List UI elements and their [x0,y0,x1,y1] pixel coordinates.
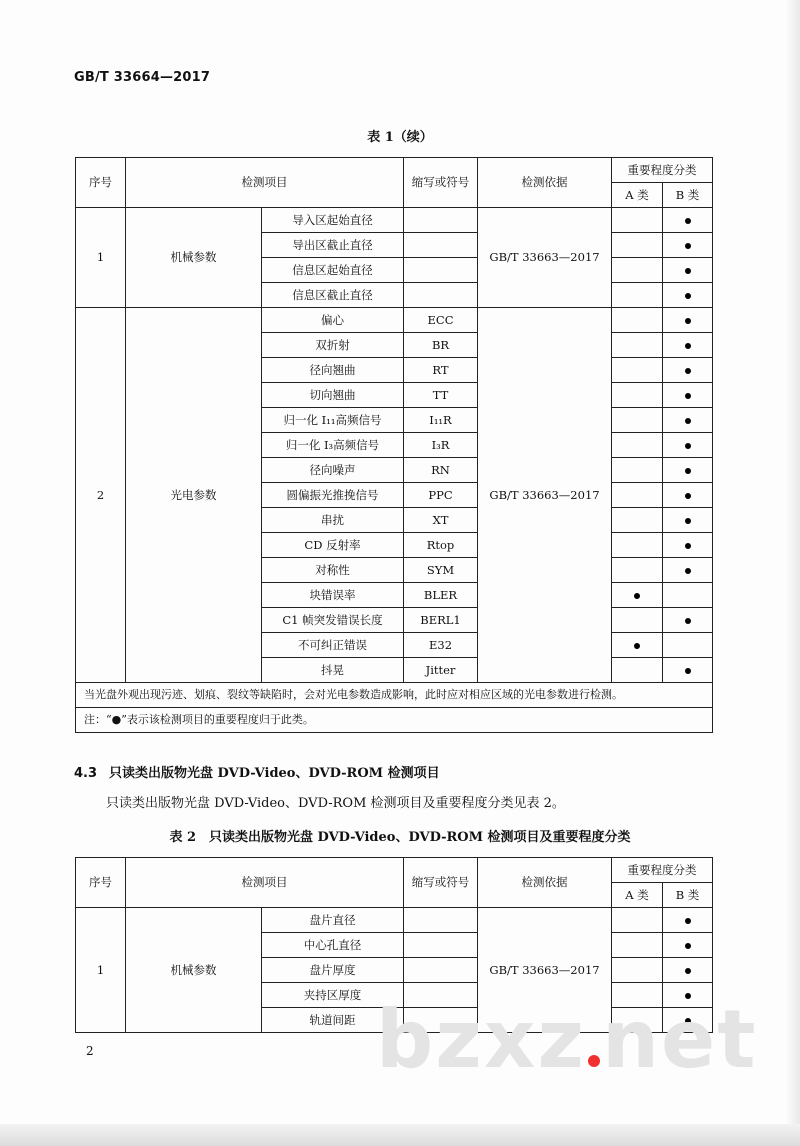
cell-seq: 1 [76,908,126,1033]
cell-item: 块错误率 [262,583,404,608]
bullet-dot-icon [685,218,691,224]
cell-item: 径向翘曲 [262,358,404,383]
bullet-dot-icon [685,493,691,499]
section-title: 只读类出版物光盘 DVD-Video、DVD-ROM 检测项目 [109,766,440,781]
cell-class-b [663,658,713,683]
cell-item: 盘片直径 [262,908,404,933]
cell-class-a [612,608,663,633]
cell-class-b [663,583,713,608]
cell-class-a [612,633,663,658]
bullet-dot-icon [685,393,691,399]
header-item: 检测项目 [126,158,404,208]
table1-footnote-defects: 当光盘外观出现污迹、划痕、裂纹等缺陷时，会对光电参数造成影响，此时应对相应区域的光电参数进行检测。 [76,683,713,708]
bullet-dot-icon [685,468,691,474]
cell-class-a [612,558,663,583]
cell-item: 对称性 [262,558,404,583]
cell-abbr: PPC [404,483,478,508]
cell-class-a [612,483,663,508]
cell-abbr [404,283,478,308]
cell-item: 不可纠正错误 [262,633,404,658]
cell-abbr: ECC [404,308,478,333]
bullet-dot-icon [685,343,691,349]
bullet-dot-icon [685,443,691,449]
bullet-dot-icon [685,293,691,299]
cell-class-b [663,508,713,533]
cell-item: 径向噪声 [262,458,404,483]
cell-class-a [612,958,663,983]
cell-abbr: E32 [404,633,478,658]
cell-class-b [663,433,713,458]
cell-item: 中心孔直径 [262,933,404,958]
bullet-dot-icon [634,593,640,599]
header-basis: 检测依据 [478,158,612,208]
bullet-dot-icon [685,618,691,624]
cell-abbr [404,958,478,983]
bullet-dot-icon [685,668,691,674]
cell-item: CD 反射率 [262,533,404,558]
bullet-dot-icon [685,568,691,574]
cell-class-b [663,333,713,358]
bullet-dot-icon [685,418,691,424]
table2-caption: 表 2 只读类出版物光盘 DVD-Video、DVD-ROM 检测项目及重要程度分类 [169,830,631,845]
cell-abbr [404,208,478,233]
cell-class-b [663,383,713,408]
watermark-dot [588,1055,600,1067]
cell-class-b [663,533,713,558]
cell-category: 机械参数 [126,208,262,308]
cell-class-b [663,558,713,583]
cell-class-a [612,308,663,333]
cell-abbr: RN [404,458,478,483]
cell-class-a [612,408,663,433]
header-abbr: 缩写或符号 [404,858,478,908]
cell-category: 机械参数 [126,908,262,1033]
cell-class-a [612,358,663,383]
cell-class-b [663,633,713,658]
watermark-text-right: net [602,993,758,1086]
bullet-dot-icon [685,543,691,549]
cell-abbr: BERL1 [404,608,478,633]
header-importance: 重要程度分类 [612,158,713,183]
table1-caption: 表 1（续） [367,130,433,145]
cell-class-b [663,208,713,233]
table-row [76,908,713,933]
cell-abbr: I₃R [404,433,478,458]
cell-item: 串扰 [262,508,404,533]
cell-abbr: XT [404,508,478,533]
cell-abbr [404,908,478,933]
table-row [76,308,713,333]
cell-class-a [612,583,663,608]
cell-item: 导入区起始直径 [262,208,404,233]
cell-class-b [663,308,713,333]
cell-class-b [663,458,713,483]
cell-class-a [612,233,663,258]
cell-class-a [612,283,663,308]
watermark-text-left: bzxz [376,993,586,1086]
bullet-dot-icon [685,518,691,524]
cell-class-a [612,383,663,408]
cell-class-b [663,258,713,283]
cell-item: 归一化 I₃高频信号 [262,433,404,458]
cell-item: 抖晃 [262,658,404,683]
cell-class-b [663,908,713,933]
page-edge-shadow [784,0,800,1146]
header-seq: 序号 [76,858,126,908]
cell-seq: 1 [76,208,126,308]
cell-class-a [612,433,663,458]
table1 [75,157,713,733]
page-bottom-shadow [0,1124,800,1146]
section-number: 4.3 [74,766,98,781]
cell-class-a [612,333,663,358]
cell-class-b [663,933,713,958]
page-number: 2 [86,1044,94,1058]
header-importance: 重要程度分类 [612,858,713,883]
cell-abbr [404,258,478,283]
cell-abbr [404,933,478,958]
bullet-dot-icon [685,943,691,949]
cell-item: 切向翘曲 [262,383,404,408]
header-abbr: 缩写或符号 [404,158,478,208]
cell-basis: GB/T 33663—2017 [478,308,612,683]
cell-category: 光电参数 [126,308,262,683]
cell-abbr: Rtop [404,533,478,558]
cell-class-a [612,508,663,533]
cell-class-a [612,933,663,958]
header-seq: 序号 [76,158,126,208]
cell-class-a [612,458,663,483]
section-heading [74,762,440,781]
cell-item: C1 帧突发错误长度 [262,608,404,633]
watermark [376,993,758,1086]
cell-item: 圆偏振光推挽信号 [262,483,404,508]
cell-seq: 2 [76,308,126,683]
cell-abbr: BR [404,333,478,358]
cell-class-b [663,233,713,258]
cell-abbr: TT [404,383,478,408]
cell-class-b [663,358,713,383]
cell-item: 导出区截止直径 [262,233,404,258]
table1-footnote-legend: 注：“●”表示该检测项目的重要程度归于此类。 [76,708,713,733]
cell-item: 双折射 [262,333,404,358]
cell-class-a [612,208,663,233]
cell-item: 信息区截止直径 [262,283,404,308]
cell-class-b [663,958,713,983]
bullet-dot-icon [685,243,691,249]
cell-class-a [612,658,663,683]
cell-basis: GB/T 33663—2017 [478,908,612,1033]
bullet-dot-icon [685,268,691,274]
bullet-dot-icon [685,368,691,374]
table-row [76,208,713,233]
cell-item: 信息区起始直径 [262,258,404,283]
body-paragraph: 只读类出版物光盘 DVD-Video、DVD-ROM 检测项目及重要程度分类见表 2。 [106,796,565,811]
cell-basis: GB/T 33663—2017 [478,208,612,308]
cell-abbr: RT [404,358,478,383]
header-class-b: B 类 [663,883,713,908]
cell-item: 夹持区厚度 [262,983,404,1008]
cell-item: 盘片厚度 [262,958,404,983]
cell-abbr: SYM [404,558,478,583]
cell-class-b [663,608,713,633]
header-class-a: A 类 [612,183,663,208]
cell-class-a [612,533,663,558]
bullet-dot-icon [685,918,691,924]
cell-class-b [663,483,713,508]
cell-abbr: I₁₁R [404,408,478,433]
standard-number: GB/T 33664—2017 [74,70,211,85]
cell-item: 归一化 I₁₁高频信号 [262,408,404,433]
bullet-dot-icon [685,968,691,974]
header-class-a: A 类 [612,883,663,908]
header-basis: 检测依据 [478,858,612,908]
cell-item: 偏心 [262,308,404,333]
bullet-dot-icon [685,318,691,324]
bullet-dot-icon [634,643,640,649]
cell-item: 轨道间距 [262,1008,404,1033]
header-item: 检测项目 [126,858,404,908]
cell-abbr: Jitter [404,658,478,683]
cell-class-b [663,283,713,308]
cell-class-a [612,908,663,933]
cell-abbr [404,233,478,258]
cell-class-a [612,258,663,283]
header-class-b: B 类 [663,183,713,208]
cell-class-b [663,408,713,433]
cell-abbr: BLER [404,583,478,608]
